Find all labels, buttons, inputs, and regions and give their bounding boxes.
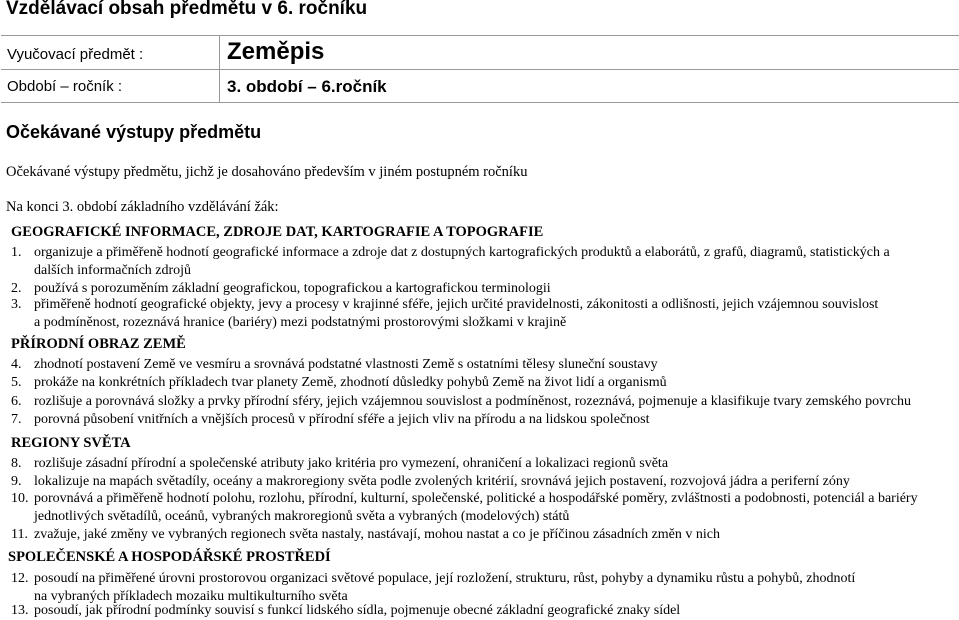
list-item <box>11 570 855 606</box>
list-item <box>11 393 911 411</box>
subject-info-table <box>1 35 959 103</box>
subject-label: Vyučovací předmět : <box>7 46 144 63</box>
list-item <box>11 411 649 429</box>
list-item <box>11 473 850 491</box>
item-text: používá s porozuměním základní geografickou, topografickou a kartografickou terminologii <box>34 281 551 296</box>
list-item <box>11 526 720 544</box>
period-label: Období – ročník : <box>7 78 123 95</box>
item-number: 12. <box>11 571 29 586</box>
topic-heading: REGIONY SVĚTA <box>11 435 131 451</box>
list-item <box>11 374 667 392</box>
item-text: na vybraných příkladech mozaiku multikulturního světa <box>34 589 348 604</box>
list-item <box>11 490 918 526</box>
item-number: 11. <box>11 527 28 542</box>
topic-heading: SPOLEČENSKÉ A HOSPODÁŘSKÉ PROSTŘEDÍ <box>8 549 331 565</box>
item-text: rozlišuje a porovnává složky a prvky přírodní sféry, jejich vzájemnou souvislost a podmíněnost, rozeznává, pojmenuje a klasifikuje tvary zemského povrchu <box>34 394 911 409</box>
item-text: posoudí na přiměřené úrovni prostorovou organizaci světové populace, její rozložení, strukturu, růst, pohyby a dynamiku růstu a pohybů, zhodnotí <box>34 571 856 586</box>
table-divider <box>1 69 959 70</box>
item-text: zvažuje, jaké změny ve vybraných regionech světa nastaly, nastávají, mohou nastat a co je příčinou zásadních změn v nich <box>34 527 720 542</box>
list-item <box>11 356 658 374</box>
item-number: 3. <box>11 297 22 312</box>
item-text: jednotlivých světadílů, oceánů, vybraných makroregionů světa a vybraných (modelových) států <box>34 509 570 524</box>
section-heading: Očekávané výstupy předmětu <box>6 122 262 142</box>
list-item <box>11 244 890 280</box>
list-item <box>11 602 680 620</box>
item-text: rozlišuje zásadní přírodní a společenské atributy jako kritéria pro vymezení, ohraničení a lokalizaci regionů světa <box>34 456 669 471</box>
topic-heading: PŘÍRODNÍ OBRAZ ZEMĚ <box>11 336 186 352</box>
item-text: posoudí, jak přírodní podmínky souvisí s funkcí lidského sídla, pojmenuje obecné základní geografické znaky sídel <box>34 603 681 618</box>
item-text: porovnává a přiměřeně hodnotí polohu, rozlohu, přírodní, kulturní, společenské, politické a hospodářské poměry, zvláštnosti a podobnosti, potenciál a bariéry <box>34 491 918 506</box>
list-item <box>11 455 668 473</box>
item-number: 1. <box>11 245 22 260</box>
item-number: 2. <box>11 281 22 296</box>
item-text: zhodnotí postavení Země ve vesmíru a srovnává podstatné vlastnosti Země s ostatními tělesy sluneční soustavy <box>34 357 658 372</box>
item-text: lokalizuje na mapách světadíly, oceány a makroregiony světa podle zvolených kritérií, srovnává jejich postavení, rozvojová jádra a periferní zóny <box>34 474 850 489</box>
table-divider <box>219 36 220 102</box>
item-number: 9. <box>11 474 22 489</box>
item-text: organizuje a přiměřeně hodnotí geografické informace a zdroje dat z dostupných kartografických produktů a elaborátů, z grafů, diagramů, statistických a <box>34 245 890 260</box>
period-value: 3. období – 6.ročník <box>227 77 387 96</box>
intro-line: Očekávané výstupy předmětu, jichž je dosahováno především v jiném postupném ročníku <box>6 164 528 180</box>
item-number: 6. <box>11 394 22 409</box>
item-text: prokáže na konkrétních příkladech tvar planety Země, zhodnotí důsledky pohybů Země na život lidí a organismů <box>34 375 667 390</box>
topic-heading: GEOGRAFICKÉ INFORMACE, ZDROJE DAT, KARTOGRAFIE A TOPOGRAFIE <box>11 224 544 240</box>
list-item <box>11 296 878 332</box>
item-number: 5. <box>11 375 22 390</box>
item-number: 8. <box>11 456 22 471</box>
item-text: porovná působení vnitřních a vnějších procesů v přírodní sféře a jejich vliv na přírodu a na lidskou společnost <box>34 412 650 427</box>
item-number: 13. <box>11 603 29 618</box>
page-title: Vzdělávací obsah předmětu v 6. ročníku <box>6 0 368 19</box>
item-number: 4. <box>11 357 22 372</box>
item-text: přiměřeně hodnotí geografické objekty, jevy a procesy v krajinné sféře, jejich určité pravidelnosti, zákonitosti a odlišnosti, jejich vzájemnou souvislost <box>34 297 879 312</box>
item-text: a podmíněnost, rozeznává hranice (bariéry) mezi podstatnými prostorovými složkami v krajině <box>34 315 567 330</box>
item-number: 7. <box>11 412 22 427</box>
end-of-period-line: Na konci 3. období základního vzdělávání žák: <box>6 199 279 215</box>
subject-value: Zeměpis <box>227 38 325 65</box>
item-number: 10. <box>11 491 29 506</box>
item-text: dalších informačních zdrojů <box>34 263 192 278</box>
